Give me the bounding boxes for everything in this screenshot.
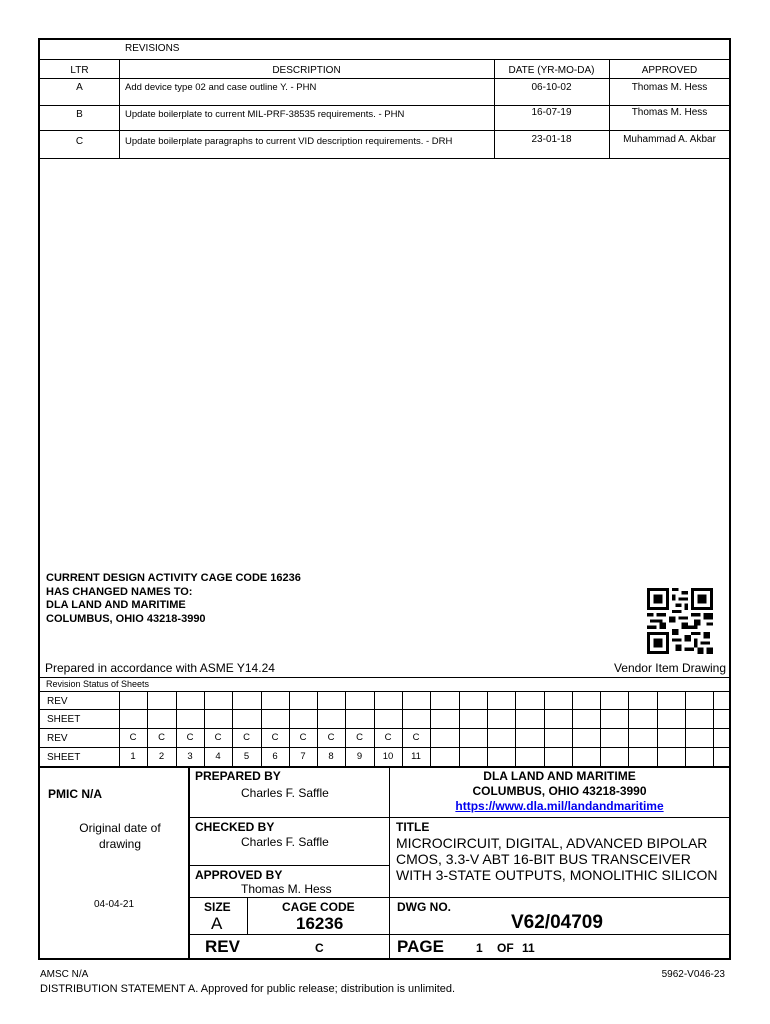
approved-by-name: Thomas M. Hess [241,882,332,896]
sheet-rev-cell: C [384,732,392,743]
revision-approver: Muhammad A. Akbar [623,134,716,145]
prepared-by-name: Charles F. Saffle [241,786,329,800]
sheet-rev-cell: C [158,732,165,743]
col-ltr-header: LTR [70,65,89,76]
vendor-item-label: Vendor Item Drawing [613,661,726,675]
notice-line: DLA LAND AND MARITIME [46,599,186,611]
revisions-title: REVISIONS [125,43,180,54]
notice-line: HAS CHANGED NAMES TO: [46,585,193,598]
distribution-statement: DISTRIBUTION STATEMENT A. Approved for public release; distribution is unlimited. [40,983,456,995]
grid-rev-label: REV [47,733,68,744]
sheet-number-cell: 3 [187,751,193,762]
dwg-no-label: DWG NO. [397,900,451,914]
original-date-label: Original date of drawing [79,821,161,851]
org-url-link[interactable]: https://www.dla.mil/landandmaritime [455,799,664,813]
notice-line: COLUMBUS, OHIO 43218-3990 [46,612,206,625]
qr-code [647,588,713,654]
sheet-number-cell: 8 [328,751,334,762]
page-total: 11 [522,941,535,955]
prepared-by-label: PREPARED BY [195,769,281,783]
sheet-rev-cell: C [186,732,194,743]
col-date-header: DATE (YR-MO-DA) [508,65,595,76]
revision-approver: Thomas M. Hess [631,107,708,118]
approved-by-label: APPROVED BY [195,868,283,882]
revision-description: Add device type 02 and case outline Y. - PHN [125,82,317,93]
revision-description: Update boilerplate paragraphs to current VID description requirements. - DRH [125,136,453,147]
revision-ltr: A [76,82,83,93]
sheet-number-cell: 9 [356,751,363,762]
col-description-header: DESCRIPTION [272,65,341,76]
drawing-number: V62/04709 [511,912,603,933]
checked-by-label: CHECKED BY [195,820,275,834]
cage-code-notice [46,572,301,626]
revision-ltr: B [76,109,83,120]
sheet-number-cell: 1 [130,751,136,762]
org-name: DLA LAND AND MARITIME [483,769,636,783]
sheet-number-cell: 7 [300,751,306,762]
col-approved-header: APPROVED [641,65,698,76]
sheet-rev-cell: C [214,732,222,743]
sheet-rev-cell: C [129,732,137,743]
sheet-rev-cell: C [271,732,279,743]
sheet-rev-cell: C [327,732,335,743]
sheet-rev-cell: C [356,732,363,743]
grid-rev-label: REV [47,696,68,707]
org-city: COLUMBUS, OHIO 43218-3990 [472,784,647,798]
revision-description: Update boilerplate to current MIL-PRF-38535 requirements. - PHN [125,109,405,120]
revision-date: 23-01-18 [531,134,572,145]
revision-date: 16-07-19 [531,107,572,118]
notice-line: CURRENT DESIGN ACTIVITY CAGE CODE 16236 [46,572,301,584]
cage-code-value: 16236 [296,914,344,933]
cage-code-label: CAGE CODE [282,900,355,914]
sheet-rev-cell: C [243,732,250,743]
form-number: 5962-V046-23 [661,969,725,980]
original-date: 04-04-21 [94,899,135,910]
title-label: TITLE [396,820,430,834]
amsc-note: AMSC N/A [40,969,89,980]
sheet-number-cell: 6 [272,751,278,762]
page-number: 1 [476,941,483,955]
sheet-number-cell: 10 [382,751,394,762]
revision-ltr: C [75,136,84,147]
revision-approver: Thomas M. Hess [631,82,708,93]
checked-by-name: Charles F. Saffle [241,835,329,849]
size-value: A [211,914,223,933]
rev-value: C [315,941,324,955]
sheet-rev-cell: C [412,732,420,743]
pmic-label: PMIC N/A [48,787,102,801]
rev-label: REV [205,937,240,956]
size-label: SIZE [204,900,231,914]
drawing-title: MICROCIRCUIT, DIGITAL, ADVANCED BIPOLAR CMOS, 3.3-V ABT 16-BIT BUS TRANSCEIVER WITH 3-STATE OUTPUTS, MONOLITHIC SILICON [396,835,718,883]
revision-date: 06-10-02 [531,82,572,93]
prepared-note: Prepared in accordance with ASME Y14.24 [45,661,275,675]
grid-sheet-label: SHEET [47,714,81,725]
sheet-number-cell: 5 [243,751,250,762]
status-grid-title: Revision Status of Sheets [46,679,150,689]
sheet-rev-cell: C [299,732,307,743]
sheet-number-cell: 2 [158,751,165,762]
page-of-label: OF [497,941,514,955]
sheet-number-cell: 4 [215,751,221,762]
sheet-number-cell: 11 [411,751,421,762]
page-label: PAGE [397,937,444,956]
grid-sheet-label: SHEET [47,752,81,763]
